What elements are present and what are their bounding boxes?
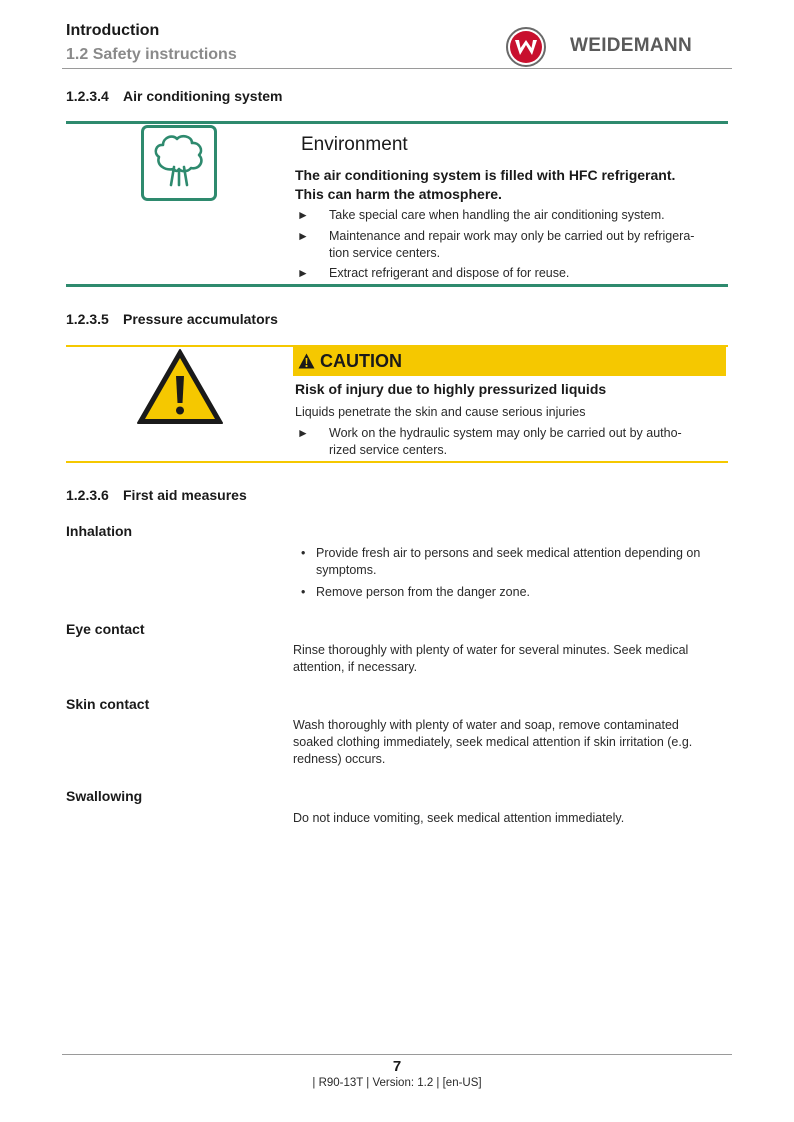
document-info: | R90-13T | Version: 1.2 | [en-US] bbox=[312, 1077, 482, 1089]
environment-bullet bbox=[297, 228, 729, 262]
section-heading-air-conditioning bbox=[66, 88, 282, 104]
header-divider bbox=[62, 68, 732, 69]
section-number: 1.2.3.4 bbox=[66, 88, 109, 104]
swallowing-heading: Swallowing bbox=[66, 788, 143, 804]
section-number: 1.2.3.6 bbox=[66, 487, 109, 503]
inhalation-item bbox=[301, 584, 741, 601]
bullet-text: Extract refrigerant and dispose of for reuse. bbox=[329, 266, 570, 280]
section-label: First aid measures bbox=[123, 487, 247, 503]
environment-title: Environment bbox=[301, 134, 408, 155]
bullet-text: Work on the hydraulic system may only be carried out by autho- rized service centers. bbox=[329, 426, 682, 457]
caution-bullet bbox=[297, 425, 729, 459]
caution-description: Liquids penetrate the skin and cause serious injuries bbox=[295, 405, 586, 419]
weidemann-w-logo-icon bbox=[506, 27, 546, 67]
eye-contact-text: Rinse thoroughly with plenty of water for several minutes. Seek medical attention, if necessary. bbox=[293, 643, 689, 674]
bullet-arrow-icon: ► bbox=[297, 208, 309, 222]
eye-contact-heading: Eye contact bbox=[66, 621, 145, 637]
caution-label: CAUTION bbox=[320, 351, 402, 371]
environment-bullet bbox=[297, 207, 729, 224]
environment-bottom-rule bbox=[66, 284, 728, 287]
environment-lead-line: This can harm the atmosphere. bbox=[295, 186, 502, 202]
swallowing-text: Do not induce vomiting, seek medical attention immediately. bbox=[293, 811, 625, 825]
brand-name: WEIDEMANN bbox=[570, 35, 692, 56]
section-heading-pressure-accumulators bbox=[66, 311, 278, 327]
bullet-text: Maintenance and repair work may only be carried out by refrigera- tion service centers. bbox=[329, 229, 695, 260]
environment-lead-line: The air conditioning system is filled with HFC refrigerant. bbox=[295, 167, 676, 183]
section-heading-first-aid bbox=[66, 487, 247, 503]
inhalation-item bbox=[301, 545, 741, 579]
section-label: Pressure accumulators bbox=[123, 311, 278, 327]
environment-lead bbox=[295, 166, 675, 204]
page-number: 7 bbox=[392, 1058, 402, 1075]
environment-top-rule bbox=[66, 121, 728, 124]
bullet-arrow-icon: ► bbox=[297, 266, 309, 280]
bullet-dot-icon: • bbox=[301, 585, 306, 599]
section-label: Air conditioning system bbox=[123, 88, 283, 104]
bullet-dot-icon: • bbox=[301, 546, 306, 560]
bullet-text: Take special care when handling the air conditioning system. bbox=[329, 208, 665, 222]
tree-icon bbox=[141, 125, 217, 201]
bullet-arrow-icon: ► bbox=[297, 426, 309, 440]
caution-lead: Risk of injury due to highly pressurized liquids bbox=[295, 381, 607, 397]
skin-contact-text: Wash thoroughly with plenty of water and soap, remove contaminated soaked clothing immediately, seek medical attention if skin irritation (e.g. redness) occurs. bbox=[293, 718, 693, 766]
footer-divider bbox=[62, 1054, 732, 1055]
bullet-arrow-icon: ► bbox=[297, 229, 309, 243]
item-text: Provide fresh air to persons and seek medical attention depending on symptoms. bbox=[316, 546, 701, 577]
section-number: 1.2.3.5 bbox=[66, 311, 109, 327]
warning-small-icon bbox=[298, 353, 315, 369]
environment-bullet bbox=[297, 265, 729, 282]
chapter-title: Introduction bbox=[66, 22, 160, 39]
warning-triangle-icon bbox=[136, 348, 224, 426]
section-title: 1.2 Safety instructions bbox=[66, 46, 237, 63]
skin-contact-heading: Skin contact bbox=[66, 696, 150, 712]
inhalation-heading: Inhalation bbox=[66, 523, 133, 539]
item-text: Remove person from the danger zone. bbox=[316, 585, 531, 599]
caution-bottom-rule bbox=[66, 461, 728, 463]
